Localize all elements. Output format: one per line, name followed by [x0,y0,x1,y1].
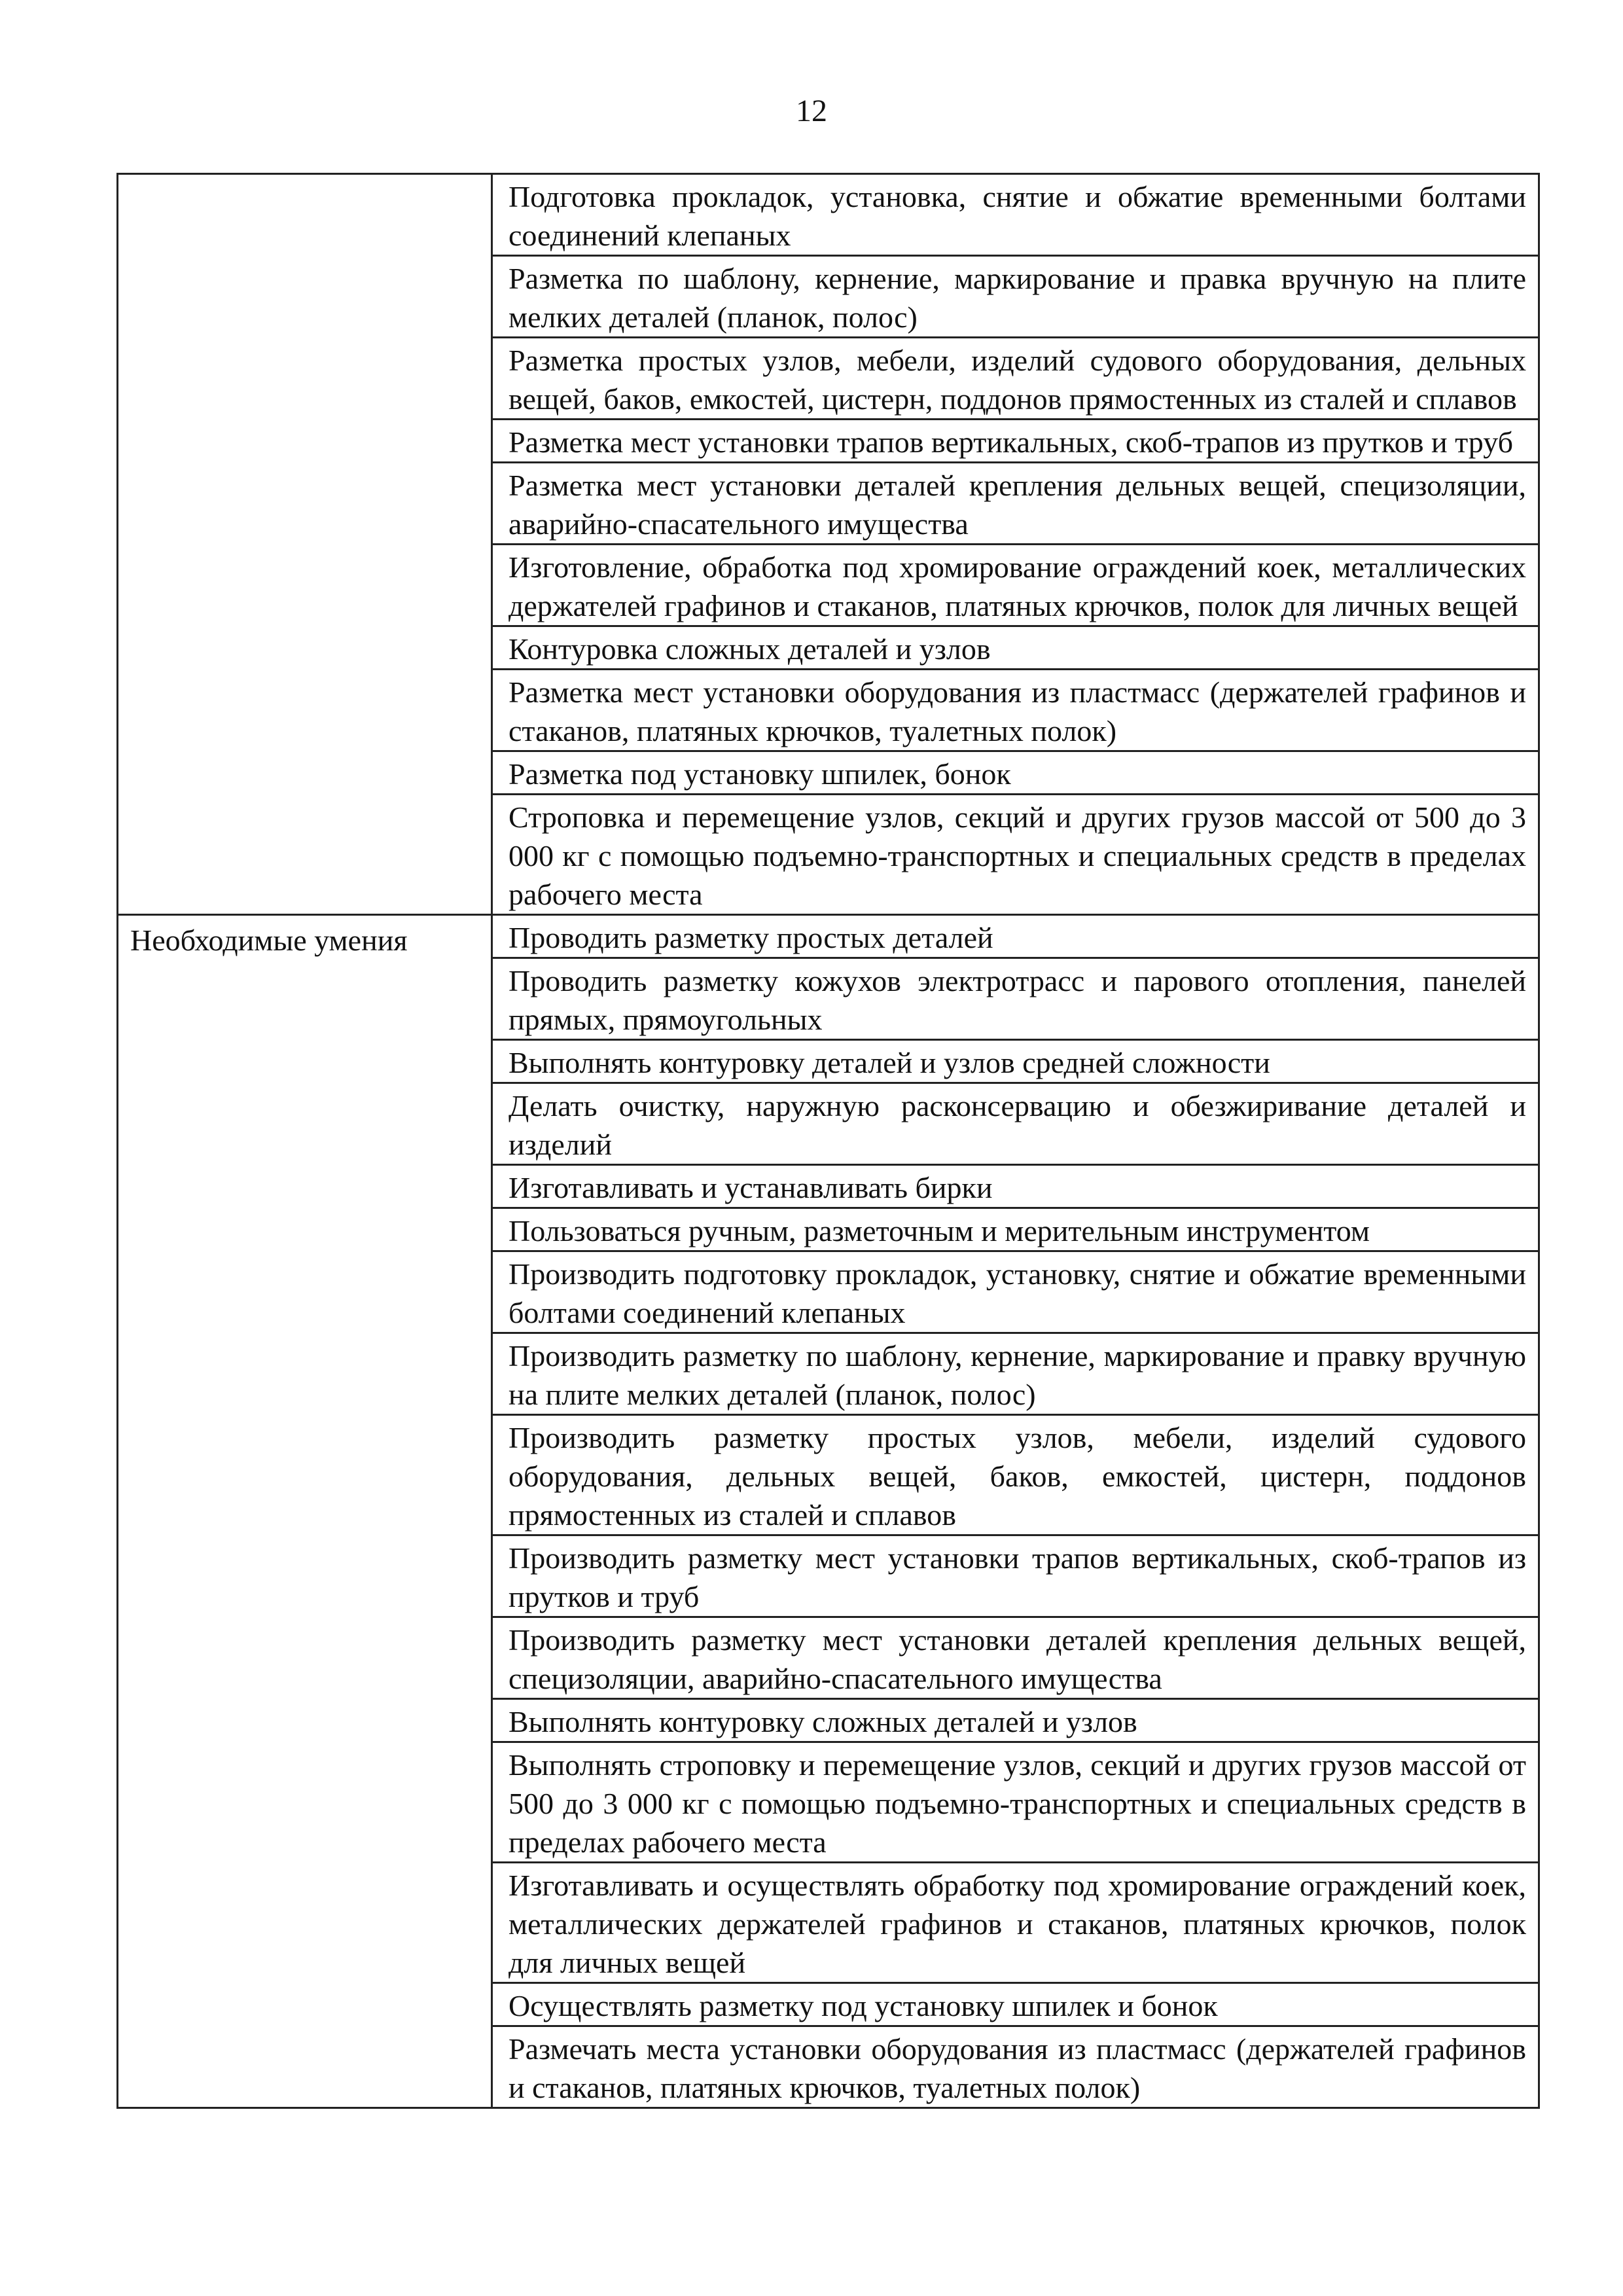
requirement-item: Разметка под установку шпилек, бонок [492,751,1539,795]
requirement-item: Выполнять строповку и перемещение узлов, секций и других грузов массой от 500 до 3 000 кг с помощью подъемно-транспортных и специальных средств в пределах рабочего места [492,1742,1539,1863]
requirement-item: Разметка простых узлов, мебели, изделий судового оборудования, дельных вещей, баков, емкостей, цистерн, поддонов прямостенных из сталей и сплавов [492,338,1539,420]
requirement-item: Изготавливать и устанавливать бирки [492,1165,1539,1208]
requirement-item: Контуровка сложных деталей и узлов [492,626,1539,670]
table-row [118,174,1539,256]
requirement-item: Выполнять контуровку сложных деталей и узлов [492,1699,1539,1742]
table-row [118,915,1539,958]
section-label: Необходимые умения [118,915,492,2108]
requirement-item: Размечать места установки оборудования из пластмасс (держателей графинов и стаканов, платяных крючков, туалетных полок) [492,2026,1539,2108]
requirement-item: Разметка мест установки трапов вертикальных, скоб-трапов из прутков и труб [492,420,1539,463]
requirement-item: Выполнять контуровку деталей и узлов средней сложности [492,1040,1539,1083]
requirement-item: Производить разметку мест установки трапов вертикальных, скоб-трапов из прутков и труб [492,1535,1539,1617]
requirement-item: Разметка по шаблону, кернение, маркирование и правка вручную на плите мелких деталей (планок, полос) [492,256,1539,338]
requirement-item: Проводить разметку кожухов электротрасс и парового отопления, панелей прямых, прямоугольных [492,958,1539,1040]
requirement-item: Разметка мест установки оборудования из пластмасс (держателей графинов и стаканов, платяных крючков, туалетных полок) [492,670,1539,751]
page-number: 12 [796,94,827,128]
requirement-item: Производить подготовку прокладок, установку, снятие и обжатие временными болтами соединений клепаных [492,1251,1539,1333]
requirement-item: Пользоваться ручным, разметочным и мерительным инструментом [492,1208,1539,1251]
requirement-item: Осуществлять разметку под установку шпилек и бонок [492,1983,1539,2026]
requirement-item: Строповка и перемещение узлов, секций и других грузов массой от 500 до 3 000 кг с помощью подъемно-транспортных и специальных средств в пределах рабочего места [492,795,1539,915]
requirements-table [116,173,1540,2109]
requirement-item: Проводить разметку простых деталей [492,915,1539,958]
requirement-item: Производить разметку мест установки деталей крепления дельных вещей, специзоляции, аварийно-спасательного имущества [492,1617,1539,1699]
requirement-item: Производить разметку простых узлов, мебели, изделий судового оборудования, дельных вещей, баков, емкостей, цистерн, поддонов прямостенных из сталей и сплавов [492,1415,1539,1535]
section-label-empty [118,174,492,915]
requirement-item: Подготовка прокладок, установка, снятие и обжатие временными болтами соединений клепаных [492,174,1539,256]
requirement-item: Изготовление, обработка под хромирование ограждений коек, металлических держателей графинов и стаканов, платяных крючков, полок для личных вещей [492,545,1539,626]
requirement-item: Делать очистку, наружную расконсервацию и обезжиривание деталей и изделий [492,1083,1539,1165]
table-body [118,174,1539,2108]
requirement-item: Производить разметку по шаблону, кернение, маркирование и правку вручную на плите мелких деталей (планок, полос) [492,1333,1539,1415]
requirement-item: Изготавливать и осуществлять обработку под хромирование ограждений коек, металлических держателей графинов и стаканов, платяных крючков, полок для личных вещей [492,1863,1539,1983]
requirement-item: Разметка мест установки деталей крепления дельных вещей, специзоляции, аварийно-спасательного имущества [492,463,1539,545]
